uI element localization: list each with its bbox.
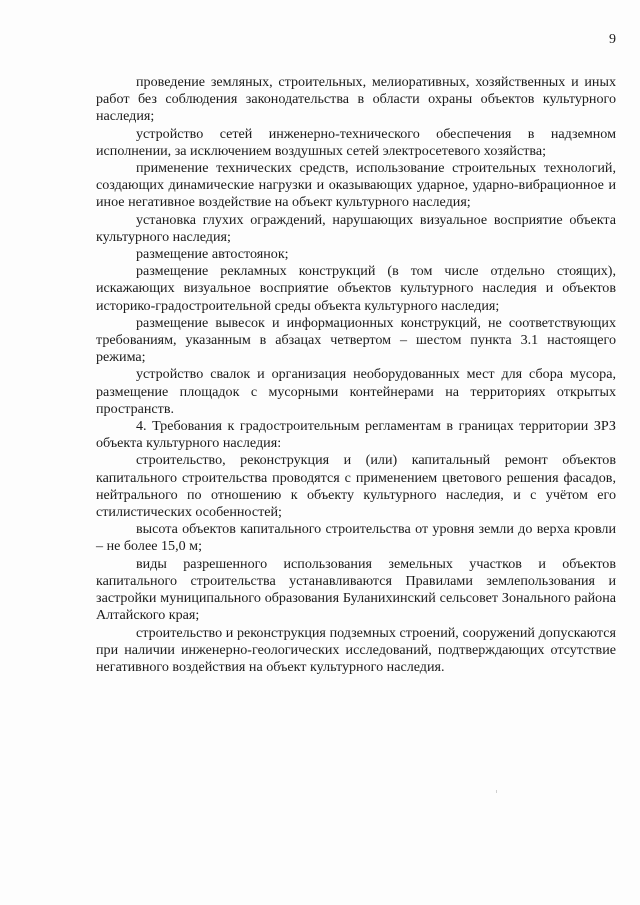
paragraph-blind-fences: установка глухих ограждений, нарушающих визуальное восприятие объекта культурного наследия; — [96, 211, 616, 245]
scan-artifact — [496, 790, 497, 793]
paragraph-height-limit: высота объектов капитального строительства от уровня земли до верха кровли – не более 15,0 м; — [96, 521, 616, 555]
paragraph-section-4-heading: 4. Требования к градостроительным регламентам в границах территории ЗРЗ объекта культурного наследия: — [96, 418, 616, 452]
paragraph-facade-color: строительство, реконструкция и (или) капитальный ремонт объектов капитального строительства проводятся с применением цветового решения фасадов, нейтрального по отношению к объекту культурного наследия, и с учётом его стилистических особенностей; — [96, 452, 616, 521]
paragraph-parking: размещение автостоянок; — [136, 246, 289, 263]
paragraph-underground: строительство и реконструкция подземных строений, сооружений допускаются при наличии инженерно-геологических исследований, подтверждающих отсутствие негативного воздействия на объект культурного наследия. — [96, 624, 616, 675]
document-body — [96, 74, 616, 676]
paragraph-signboards: размещение вывесок и информационных конструкций, не соответствующих требованиям, указанным в абзацах четвертом – шестом пункта 3.1 настоящего режима; — [96, 314, 616, 366]
page-number: 9 — [609, 32, 616, 47]
paragraph-overhead-networks: устройство сетей инженерно-технического обеспечения в надземном исполнении, за исключением воздушных сетей электросетевого хозяйства; — [96, 125, 616, 159]
paragraph-garbage: устройство свалок и организация необорудованных мест для сбора мусора, размещение площадок с мусорными контейнерами на территориях открытых пространств. — [96, 366, 616, 417]
paragraph-land-use: виды разрешенного использования земельных участков и объектов капитального строительства устанавливаются Правилами землепользования и застройки муниципального образования Буланихинский сельсовет Зонального района Алтайского края; — [96, 555, 616, 624]
paragraph-earthworks: проведение земляных, строительных, мелиоративных, хозяйственных и иных работ без соблюдения законодательства в области охраны объектов культурного наследия; — [96, 74, 616, 125]
paragraph-dynamic-loads: применение технических средств, использование строительных технологий, создающих динамические нагрузки и оказывающих ударное, ударно-вибрационное и иное негативное воздействие на объект культурного наследия; — [96, 160, 616, 211]
paragraph-advertising: размещение рекламных конструкций (в том числе отдельно стоящих), искажающих визуальное восприятие объектов культурного наследия и объектов историко-градостроительной среды объекта культурного наследия; — [96, 263, 616, 314]
